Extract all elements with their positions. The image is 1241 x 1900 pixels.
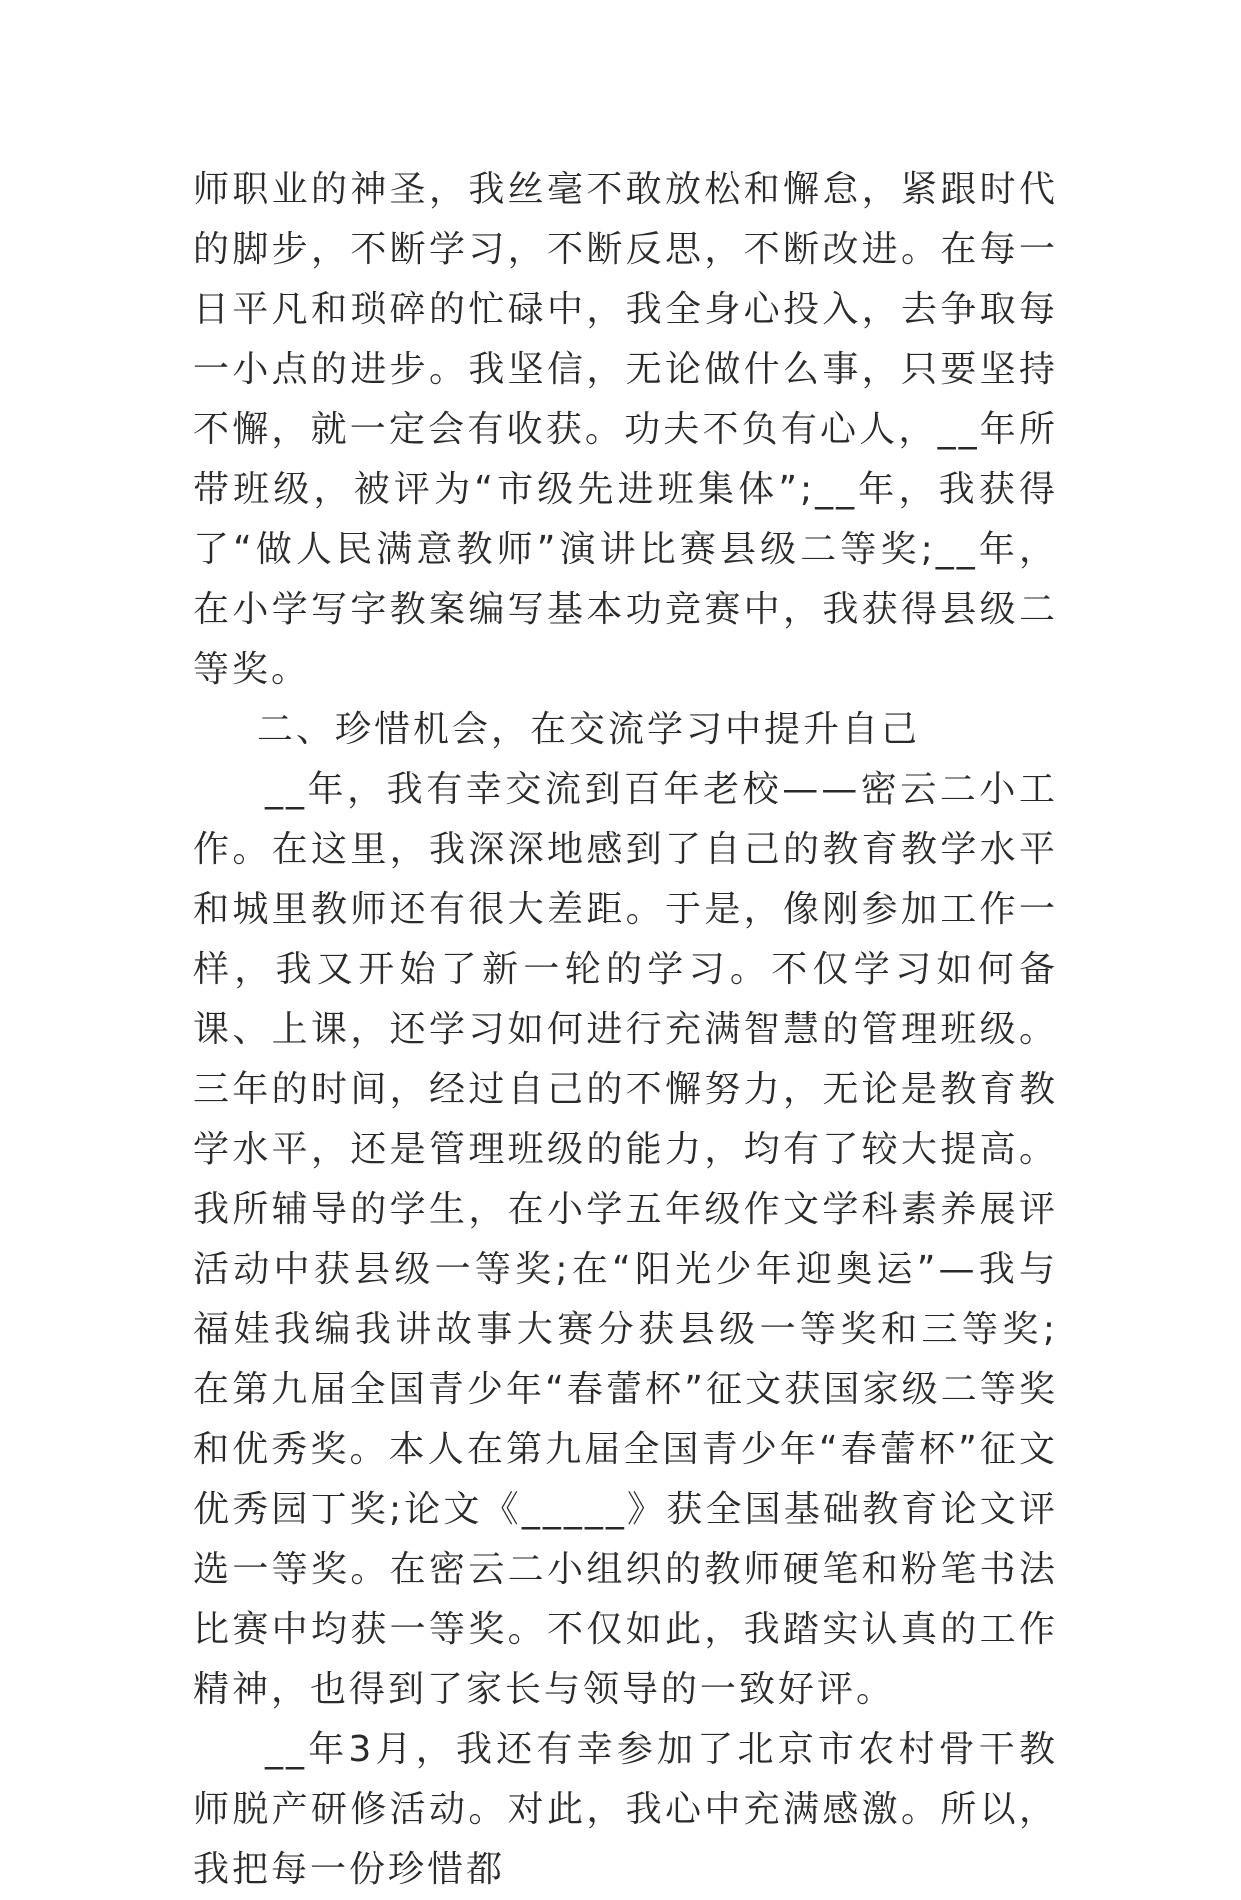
paragraph-achievements-intro: 师职业的神圣，我丝毫不敢放松和懈怠，紧跟时代的脚步，不断学习，不断反思，不断改进。在每一日平凡和琐碎的忙碌中，我全身心投入，去争取每一小点的进步。我坚信，无论做什么事，只要坚持不懈，就一定会有收获。功夫不负有心人，__年所带班级，被评为“市级先进班集体”;__年，我获得了“做人民满意教师”演讲比赛县级二等奖;__年，在小学写字教案编写基本功竞赛中，我获得县级二等奖。 <box>193 169 1058 690</box>
paragraph-training: __年3月，我还有幸参加了北京市农村骨干教师脱产研修活动。对此，我心中充满感激。所以，我把每一份珍惜都 <box>193 1729 1058 1890</box>
document-page <box>193 160 1058 1900</box>
section-heading: 二、珍惜机会，在交流学习中提升自己 <box>257 709 921 750</box>
paragraph-exchange-study: __年，我有幸交流到百年老校——密云二小工作。在这里，我深深地感到了自己的教育教学水平和城里教师还有很大差距。于是，像刚参加工作一样，我又开始了新一轮的学习。不仅学习如何备课、上课，还学习如何进行充满智慧的管理班级。三年的时间，经过自己的不懈努力，无论是教育教学水平，还是管理班级的能力，均有了较大提高。我所辅导的学生，在小学五年级作文学科素养展评活动中获县级一等奖;在“阳光少年迎奥运”—我与福娃我编我讲故事大赛分获县级一等奖和三等奖;在第九届全国青少年“春蕾杯”征文获国家级二等奖和优秀奖。本人在第九届全国青少年“春蕾杯”征文优秀园丁奖;论文《_____》获全国基础教育论文评选一等奖。在密云二小组织的教师硬笔和粉笔书法比赛中均获一等奖。不仅如此，我踏实认真的工作精神，也得到了家长与领导的一致好评。 <box>193 769 1058 1710</box>
